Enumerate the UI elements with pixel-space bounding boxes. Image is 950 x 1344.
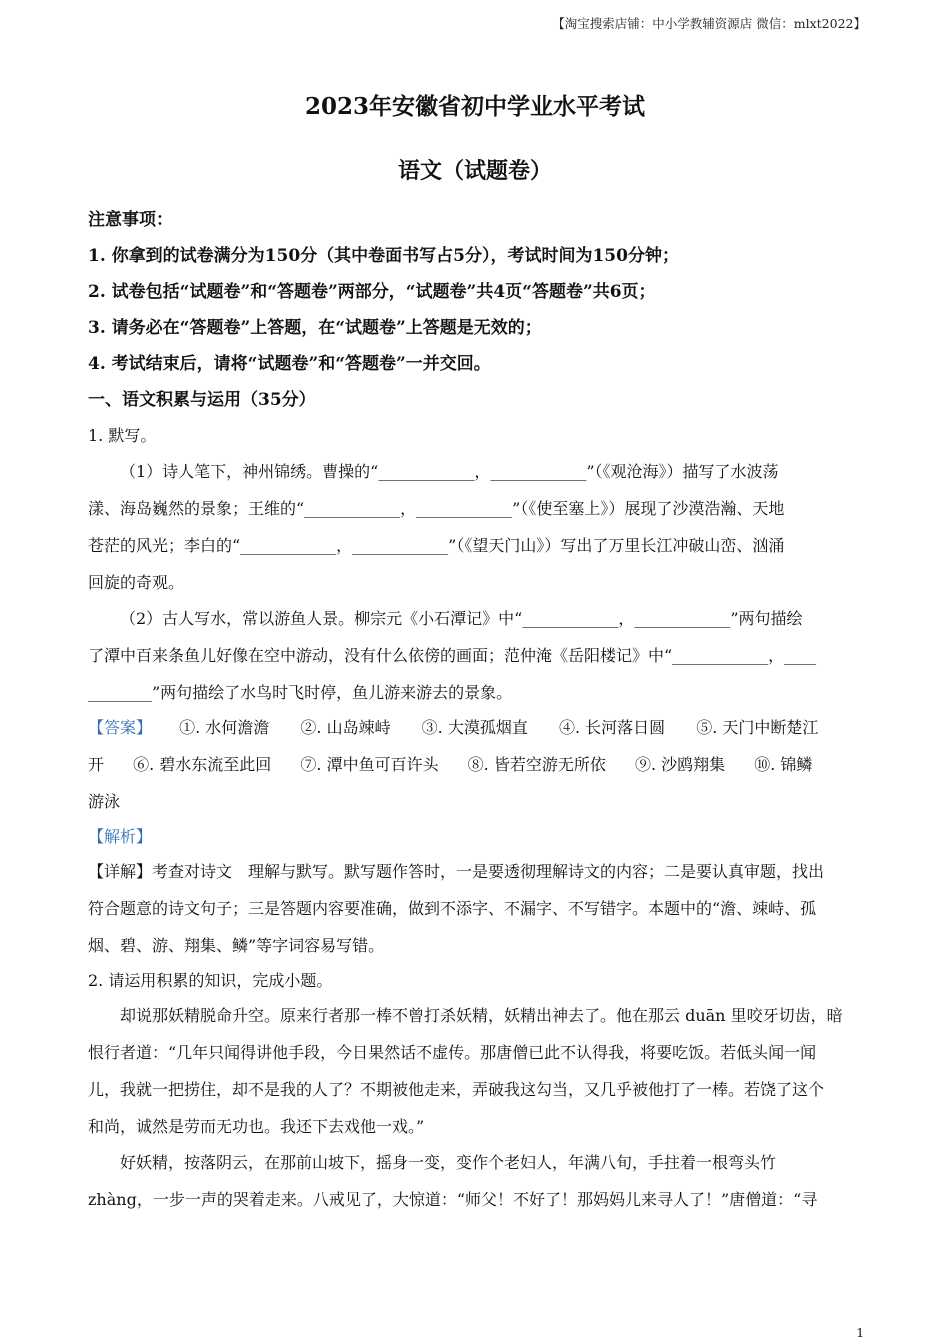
passage-line: 却说那妖精脱命升空。原来行者那一棒不曾打杀妖精，妖精出神去了。他在那云 duān 里咬牙切齿，暗 — [120, 1006, 843, 1025]
exam-title: 2023年安徽省初中学业水平考试 — [304, 93, 645, 120]
passage-line: zhàng，一步一声的哭着走来。八戒见了，大惊道：“师父！不好了！那妈妈儿来寻人了！”唐僧道：“寻 — [88, 1190, 818, 1209]
answer-line-1 — [88, 718, 878, 737]
passage-line: 和尚，诚然是劳而无功也。我还下去戏他一戏。” — [88, 1117, 425, 1136]
answer-item: ⑧. 皆若空游无所依 — [467, 755, 606, 774]
section-heading: 一、语文积累与运用（35分） — [88, 390, 316, 410]
notice-heading: 注意事项： — [88, 210, 173, 230]
analysis-tag: 【解析】 — [88, 827, 153, 846]
notice-item: 4. 考试结束后，请将“试题卷”和“答题卷”一并交回。 — [88, 354, 491, 374]
passage-line: 好妖精，按落阴云，在那前山坡下，摇身一变，变作个老妇人，年满八旬，手拄着一根弯头竹 — [120, 1153, 777, 1172]
question-1-part1-line: 苍茫的风光；李白的“____________，____________”（《望天门山》）写出了万里长江冲破山峦、汹涌 — [88, 536, 785, 555]
answer-item: ①. 水何澹澹 — [179, 718, 270, 737]
detail-line: 【详解】考查对诗文 理解与默写。默写题作答时，一是要透彻理解诗文的内容；二是要认真审题，找出 — [88, 862, 825, 881]
answer-item: ⑦. 潭中鱼可百许头 — [300, 755, 439, 774]
passage-line: 儿，我就一把捞住，却不是我的人了？不期被他走来，弄破我这勾当，又几乎被他打了一棒。若饶了这个 — [88, 1080, 825, 1099]
question-1-label: 1. 默写。 — [88, 426, 157, 445]
notice-item: 3. 请务必在“答题卷”上答题，在“试题卷”上答题是无效的； — [88, 318, 542, 338]
question-1-part2-line: ________”两句描绘了水鸟时飞时停，鱼儿游来游去的景象。 — [88, 683, 513, 702]
answer-item: ⑨. 沙鸥翔集 — [634, 755, 726, 774]
notice-item: 2. 试卷包括“试题卷”和“答题卷”两部分，“试题卷”共4页“答题卷”共6页； — [88, 282, 656, 302]
answer-item: ⑩. 锦鳞 — [754, 755, 813, 774]
answer-item: ④. 长河落日圆 — [558, 718, 666, 737]
detail-line: 符合题意的诗文句子；三是答题内容要准确，做到不添字、不漏字、不写错字。本题中的“澹、竦峙、孤 — [88, 899, 817, 918]
question-2-label: 2. 请运用积累的知识，完成小题。 — [88, 971, 333, 990]
answer-tag: 【答案】 — [88, 718, 153, 737]
exam-subtitle: 语文（试题卷） — [397, 158, 552, 184]
answer-line-3: 游泳 — [88, 792, 121, 811]
answer-line-2 — [88, 755, 878, 774]
answer-item: ⑥. 碧水东流至此回 — [133, 755, 272, 774]
shop-header: 【淘宝搜索店铺：中小学教辅资源店 微信：mlxt2022】 — [552, 16, 866, 31]
question-1-part2-line: （2）古人写水，常以游鱼人景。柳宗元《小石潭记》中“____________，____________”两句描绘 — [120, 609, 803, 628]
question-1-part1-line: 漾、海岛巍然的景象；王维的“____________，____________”（《使至塞上》）展现了沙漠浩瀚、天地 — [88, 499, 785, 518]
answer-item: ②. 山岛竦峙 — [300, 718, 391, 737]
notice-item: 1. 你拿到的试卷满分为150分（其中卷面书写占5分），考试时间为150分钟； — [88, 246, 679, 266]
answer-item: ③. 大漠孤烟直 — [421, 718, 528, 737]
question-1-part1-line: （1）诗人笔下，神州锦绣。曹操的“____________，____________”（《观沧海》）描写了水波荡 — [120, 462, 779, 481]
question-1-part1-line: 回旋的奇观。 — [88, 573, 185, 592]
answer-item: 开 — [88, 755, 105, 774]
question-1-part2-line: 了潭中百来条鱼儿好像在空中游动，没有什么依傍的画面；范仲淹《岳阳楼记》中“____________，____ — [88, 646, 817, 665]
detail-line: 烟、碧、游、翔集、鳞”等字词容易写错。 — [88, 936, 385, 955]
page-number: 1 — [856, 1326, 864, 1340]
answer-item: ⑤. 天门中断楚江 — [696, 718, 819, 737]
passage-line: 恨行者道：“几年只闻得讲他手段，今日果然话不虚传。那唐僧已此不认得我，将要吃饭。若低头闻一闻 — [88, 1043, 817, 1062]
